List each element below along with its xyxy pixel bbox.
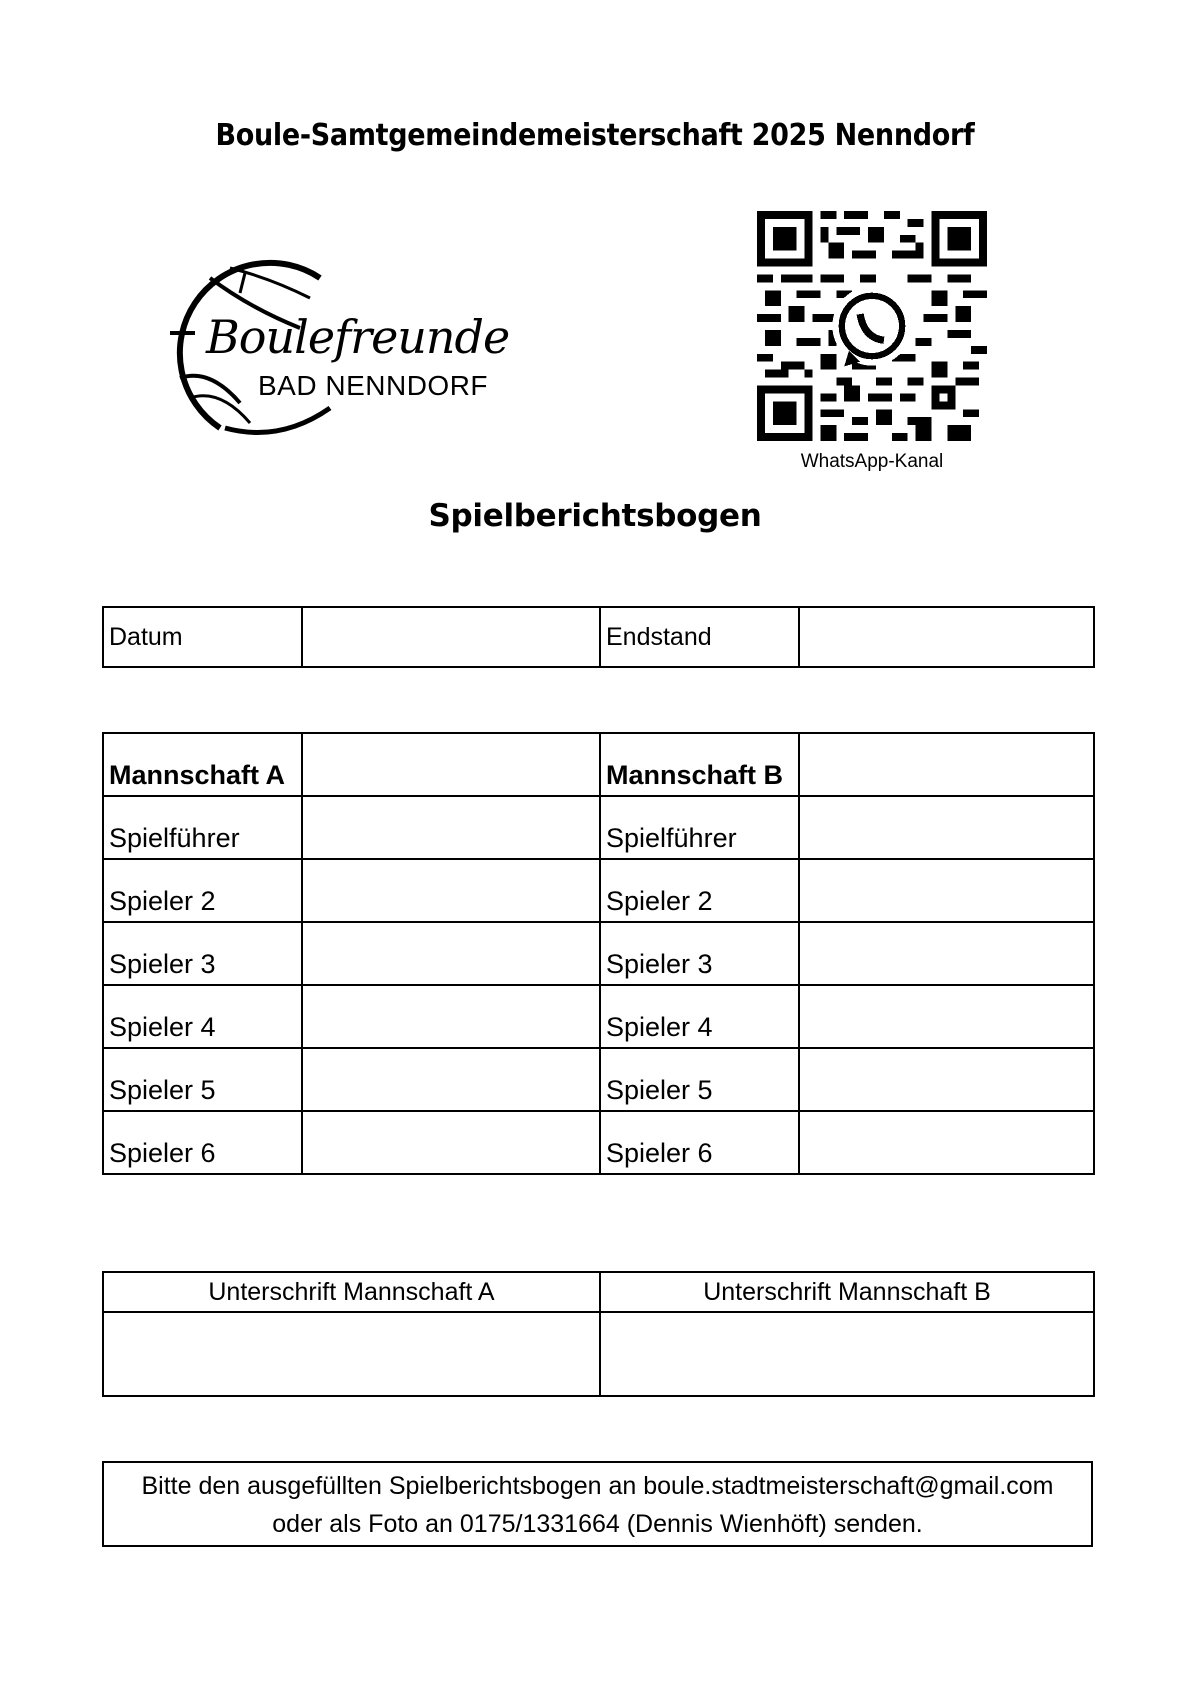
- player-field-b[interactable]: [799, 859, 1094, 922]
- qr-caption: WhatsApp-Kanal: [800, 451, 944, 472]
- player-field-a[interactable]: [302, 859, 600, 922]
- table-row: [103, 1111, 1094, 1174]
- player-field-a[interactable]: [302, 796, 600, 859]
- player-label-b: Spieler 2: [600, 859, 799, 922]
- date-field[interactable]: [302, 607, 600, 667]
- score-field[interactable]: [799, 607, 1094, 667]
- player-label-a: Spieler 5: [103, 1048, 302, 1111]
- note-line-1: Bitte den ausgefüllten Spielberichtsbogen an boule.stadtmeisterschaft@gmail.com: [141, 1472, 1054, 1500]
- team-a-name-field[interactable]: [302, 733, 600, 796]
- player-field-a[interactable]: [302, 922, 600, 985]
- team-b-label: Mannschaft B: [600, 733, 799, 796]
- document-title: Boule-Samtgemeindemeisterschaft 2025 Nenndorf: [215, 118, 975, 153]
- date-score-table: [102, 606, 1095, 668]
- player-label-a: Spieler 4: [103, 985, 302, 1048]
- logo-script-text: Boulefreunde: [206, 310, 510, 364]
- signature-label-b: Unterschrift Mannschaft B: [600, 1272, 1094, 1312]
- team-b-name-field[interactable]: [799, 733, 1094, 796]
- table-row: [103, 733, 1094, 796]
- player-field-a[interactable]: [302, 1111, 600, 1174]
- score-label: Endstand: [600, 607, 799, 667]
- date-label: Datum: [103, 607, 302, 667]
- player-label-a: Spieler 6: [103, 1111, 302, 1174]
- team-a-label: Mannschaft A: [103, 733, 302, 796]
- player-field-b[interactable]: [799, 1111, 1094, 1174]
- player-label-a: Spieler 2: [103, 859, 302, 922]
- player-field-b[interactable]: [799, 985, 1094, 1048]
- signature-table: [102, 1271, 1095, 1397]
- player-label-b: Spielführer: [600, 796, 799, 859]
- player-label-b: Spieler 5: [600, 1048, 799, 1111]
- player-field-b[interactable]: [799, 922, 1094, 985]
- player-field-b[interactable]: [799, 1048, 1094, 1111]
- logo-sub-text: BAD NENNDORF: [258, 370, 489, 401]
- whatsapp-qr-code-icon: [757, 211, 987, 441]
- note-line-2: oder als Foto an 0175/1331664 (Dennis Wienhöft) senden.: [272, 1510, 923, 1538]
- player-label-a: Spieler 3: [103, 922, 302, 985]
- player-label-b: Spieler 4: [600, 985, 799, 1048]
- player-label-a: Spielführer: [103, 796, 302, 859]
- teams-table: [102, 732, 1095, 1175]
- table-row: [103, 985, 1094, 1048]
- table-row: [103, 859, 1094, 922]
- player-field-a[interactable]: [302, 985, 600, 1048]
- club-logo: [150, 238, 510, 438]
- player-field-b[interactable]: [799, 796, 1094, 859]
- signature-label-a: Unterschrift Mannschaft A: [103, 1272, 600, 1312]
- submission-note: [102, 1461, 1093, 1547]
- player-field-a[interactable]: [302, 1048, 600, 1111]
- table-row: [103, 796, 1094, 859]
- form-title: Spielberichtsbogen: [428, 498, 762, 534]
- table-row: [103, 922, 1094, 985]
- player-label-b: Spieler 6: [600, 1111, 799, 1174]
- table-row: [103, 1048, 1094, 1111]
- signature-field-b[interactable]: [600, 1312, 1094, 1396]
- player-label-b: Spieler 3: [600, 922, 799, 985]
- signature-field-a[interactable]: [103, 1312, 600, 1396]
